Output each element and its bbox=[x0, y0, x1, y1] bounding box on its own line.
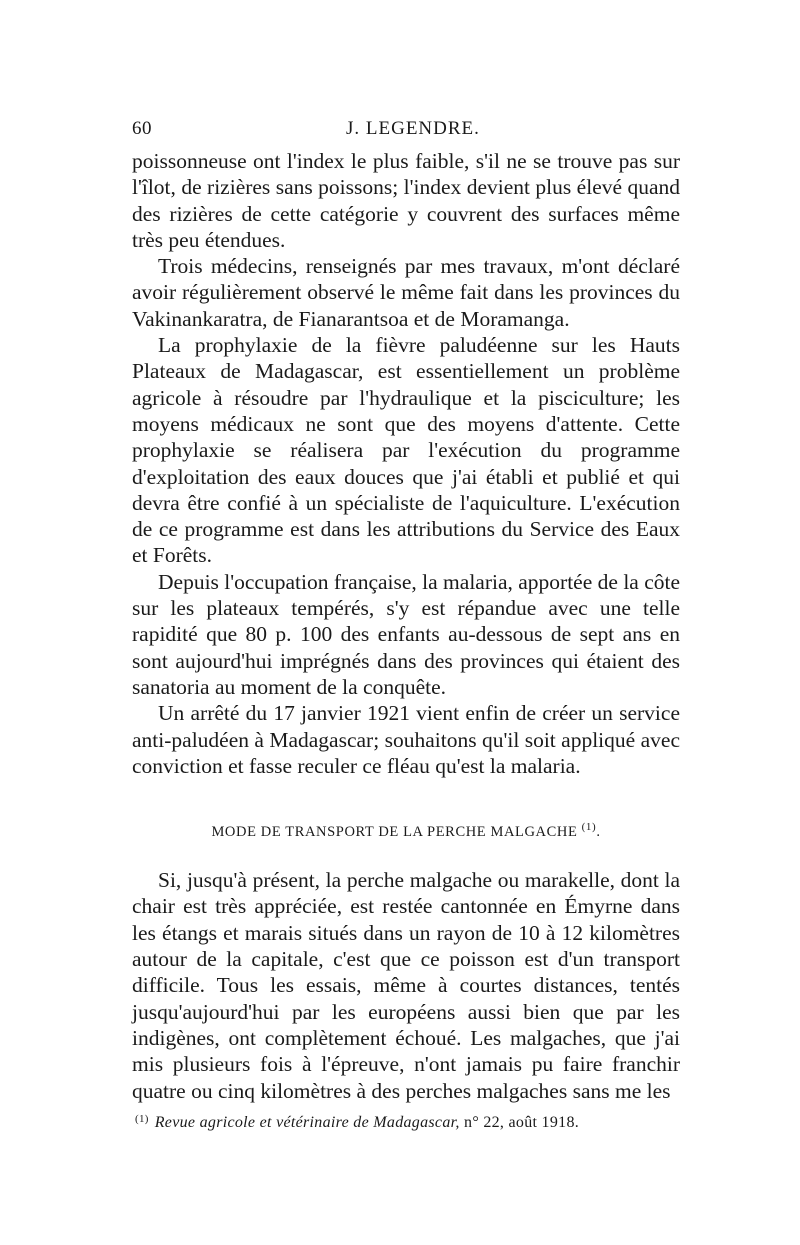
page-body bbox=[132, 118, 680, 1104]
paragraph-perche: Si, jusqu'à présent, la perche malgache ou marakelle, dont la chair est très appréciée, est restée cantonnée en Émyrne dans les étangs et marais situés dans un rayon de 10 à 12 kilomètres autour de la capitale, c'est que ce poisson est d'un transport difficile. Tous les essais, même à courtes distances, tentés jusqu'aujourd'hui par les européens aussi bien que par les indigènes, ont complètement échoué. Les malgaches, que j'ai mis plusieurs fois à l'épreuve, n'ont jamais pu faire franchir quatre ou cinq kilomètres à des perches malgaches sans me les bbox=[132, 868, 680, 1103]
paragraph-occupation: Depuis l'occupation française, la malaria, apportée de la côte sur les plateaux tempérés, s'y est répandue avec une telle rapidité que 80 p. 100 des enfants au-dessous de sept ans en sont aujourd'hui imprégnés dans des provinces qui étaient des sanatoria au moment de la conquête. bbox=[132, 569, 681, 699]
paragraph-continuation: poissonneuse ont l'index le plus faible, s'il ne se trouve pas sur l'îlot, de rizières sans poissons; l'index devient plus élevé quand des rizières de cette catégorie y couvrent des surfaces même très peu étendues. bbox=[132, 149, 680, 252]
footnote-reference: (1) bbox=[581, 821, 597, 834]
footnote-source: Revue agricole et vétérinaire de Madagascar, bbox=[154, 1114, 460, 1131]
paragraph-prophylaxie: La prophylaxie de la fièvre paludéenne sur les Hauts Plateaux de Madagascar, est essentiellement un problème agricole à résoudre par l'hydraulique et la pisciculture; les moyens médicaux ne sont que des moyens d'attente. Cette prophylaxie se réalisera par l'exécution du programme d'exploitation des eaux douces que j'ai établi et publié et qui devra être confié à un spécialiste de l'aquiculture. L'exécution de ce programme est dans les attributions du Service des Eaux et Forêts. bbox=[132, 333, 680, 568]
page-number: 60 bbox=[132, 118, 152, 139]
footnote-marker: (1) bbox=[135, 1113, 149, 1125]
footnote bbox=[135, 1113, 655, 1132]
paragraph-medecins: Trois médecins, renseignés par mes travaux, m'ont déclaré avoir régulièrement observé le même fait dans les provinces du Vakinankaratra, de Fianarantsoa et de Moramanga. bbox=[132, 254, 680, 331]
footnote-details: n° 22, août 1918. bbox=[464, 1114, 580, 1131]
section-heading bbox=[132, 821, 680, 841]
section-heading-period: . bbox=[596, 824, 601, 841]
section-heading-text: MODE DE TRANSPORT DE LA PERCHE MALGACHE bbox=[211, 824, 578, 841]
running-title: J. LEGENDRE. bbox=[346, 118, 480, 139]
running-header bbox=[132, 118, 680, 148]
paragraph-arrete: Un arrêté du 17 janvier 1921 vient enfin de créer un service anti-paludéen à Madagascar; souhaitons qu'il soit appliqué avec conviction et fasse reculer ce fléau qu'est la malaria. bbox=[132, 701, 680, 778]
